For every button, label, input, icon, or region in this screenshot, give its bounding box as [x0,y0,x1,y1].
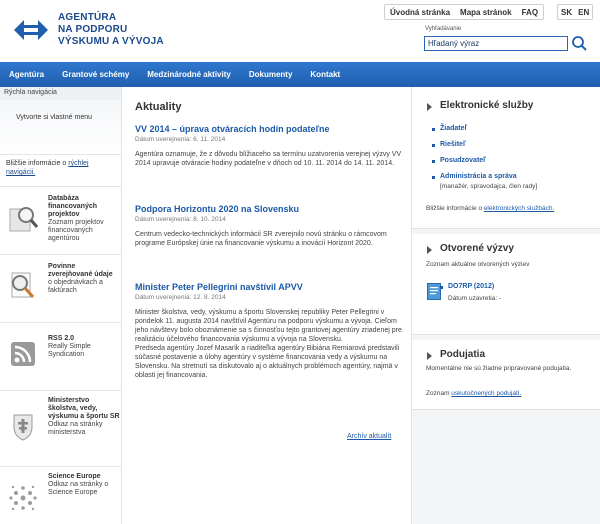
customize-menu-link[interactable]: Vytvorte si vlastné menu [16,114,92,121]
sidebar-item-desc: Really Simple Syndication [48,343,91,358]
logo-line: AGENTÚRA [58,12,117,23]
search-icon[interactable] [571,35,588,52]
nav-item-contact[interactable]: Kontakt [310,70,341,79]
news-body-continued: Predseda agentúry Jozef Masarik a riaditeľka agentúry Bibiána Remiarová predstavili súčasné postavenie a úlohy agentúry v systéme financovania vedy a výskumu na Slovensku. Na stretnutí sa diskutovalo aj o aktuálnych problémoch agentúry, najmä v oblasti jej financovania. [135,345,400,379]
page-title: Aktuality [135,101,182,113]
sidebar-item-ministry[interactable] [0,391,121,467]
sidebar-item-science-europe[interactable] [0,467,121,524]
right-sidebar [411,87,600,524]
lang-sk-link[interactable]: SK [561,7,573,17]
service-applicant-link[interactable]: Žiadateľ [440,125,468,132]
magnifier-document-icon [6,269,40,303]
sidebar-item-text [48,263,120,295]
quick-nav-info [0,155,121,187]
lang-en-link[interactable]: EN [578,7,590,17]
services-title: Elektronické služby [440,100,534,111]
quick-nav-panel [0,100,121,155]
past-events-link[interactable]: uskutočnených podujatí. [451,390,522,397]
slovak-emblem-icon [6,409,40,443]
news-archive-link[interactable]: Archív aktualít [347,433,392,440]
news-item [135,282,405,380]
search-label: Vyhľadávanie [425,26,462,32]
sidebar-item-projects-db[interactable] [0,187,121,255]
nav-item-international[interactable]: Medzinárodné aktivity [147,70,231,79]
service-reviewer-link[interactable]: Posudzovateľ [440,157,486,164]
sidebar-item-title: Povinne zverejňované údaje [48,263,113,278]
news-item [135,204,405,248]
sidebar-item-title: RSS 2.0 [48,335,75,342]
sidebar-item-title: Science Europe [48,473,101,480]
services-info [426,205,554,213]
chevron-right-icon [427,352,432,360]
nav-item-grant-schemes[interactable]: Grantové schémy [62,70,130,79]
news-title-link[interactable]: VV 2014 – úprava otváracích hodín podateľne [135,124,330,134]
events-title: Podujatia [440,349,486,360]
services-info-link[interactable]: elektronických službách. [483,205,555,212]
sidebar-item-text [48,473,120,497]
news-date: Dátum uverejnenia: 12. 8. 2014 [135,294,226,301]
sidebar-item-title: Ministerstvo školstva, vedy, výskumu a športu SR [48,397,120,420]
chevron-right-icon [427,103,432,111]
sidebar-item-desc: Zoznam projektov financovaných agentúrou [48,219,104,242]
open-call-date: Dátum uzavretia: - [448,295,502,302]
sidebar-item-desc: Odkaz na stránky ministerstva [48,421,103,436]
top-links [384,4,544,20]
admin-note: [manažér, spravodajca, člen rady] [440,183,538,190]
quick-nav-link[interactable]: rýchlej navigácii. [6,160,89,176]
header [0,0,600,62]
rss-icon [6,337,40,371]
search-input[interactable] [424,36,568,51]
left-sidebar [0,87,122,524]
faq-link[interactable]: FAQ [521,7,539,17]
open-calls-box [412,234,600,335]
open-call-link[interactable]: DO7RP (2012) [448,283,495,290]
sidebar-item-mandatory-data[interactable] [0,255,121,323]
news-title-link[interactable]: Podpora Horizontu 2020 na Slovensku [135,204,300,214]
services-box [412,87,600,229]
sitemap-link[interactable]: Mapa stránok [460,7,512,17]
logo-text[interactable] [58,12,164,48]
events-info [426,390,521,398]
news-title-link[interactable]: Minister Peter Pellegrini navštívil APVV [135,282,303,292]
open-calls-title: Otvorené výzvy [440,243,514,254]
main-nav [0,62,600,87]
sidebar-item-desc: o objednávkach a faktúrach [48,279,103,294]
logo-line: NA PODPORU [58,24,128,35]
nav-item-documents[interactable]: Dokumenty [248,70,293,79]
quick-nav-info-text: Bližšie informácie o [6,160,67,167]
open-calls-desc: Zoznam aktuálne otvorených výziev [426,261,530,268]
logo-line: VÝSKUMU A VÝVOJA [58,36,164,47]
service-researcher-link[interactable]: Riešiteľ [440,141,466,148]
news-body: Centrum vedecko-technických informácií SR zverejnilo novú stránku o rámcovom programe Európskej únie na financovanie výskumu a inovácií Horizont 2020. [135,231,387,247]
news-date: Dátum uverejnenia: 8. 10. 2014 [135,216,226,223]
news-date: Dátum uverejnenia: 6. 11. 2014 [135,136,226,143]
chevron-right-icon [427,246,432,254]
news-item [135,124,405,168]
news-body: Agentúra oznamuje, že z dôvodu blížiaceho sa termínu uzatvorenia verejnej výzvy VV 2014 upravuje otváracie hodiny podateľne v dňoch od 10. 11. 2014 do 14. 11. 2014. [135,151,402,167]
news-body: Minister školstva, vedy, výskumu a športu Slovenskej republiky Peter Pellegrini v pondelok 11. augusta 2014 navštívil Agentúru na podporu výskumu a vývoja. Cieľom jeho návštevy bolo oboznámenie sa s činnosťou tejto grantovej agentúry zriadenej pre realizáciu účelového financovania výskumu a vývoja na Slovensku. [135,309,402,343]
agency-logo-icon[interactable] [12,13,50,47]
sidebar-item-rss[interactable] [0,323,121,391]
science-europe-icon [6,481,40,515]
service-admin-link[interactable]: Administrácia a správa [440,173,517,180]
sidebar-item-title: Databáza financovaných projektov [48,195,98,218]
magnifier-search-icon [6,201,40,235]
sidebar-item-text [48,335,120,359]
sidebar-item-text [48,195,120,243]
events-desc: Momentálne nie sú žiadne pripravované podujatia. [426,365,572,372]
events-box [412,340,600,410]
language-switch [557,4,593,20]
quick-nav-title: Rýchla navigácia [0,87,121,100]
sidebar-item-desc: Odkaz na stránky o Science Europe [48,481,109,496]
events-info-text: Zoznam [426,390,450,397]
nav-item-agentura[interactable]: Agentúra [9,70,45,79]
sidebar-item-text [48,397,120,437]
document-icon [427,283,441,300]
main-content [122,87,410,524]
home-link[interactable]: Úvodná stránka [390,7,451,17]
services-info-text: Bližšie informácie o [426,205,482,212]
